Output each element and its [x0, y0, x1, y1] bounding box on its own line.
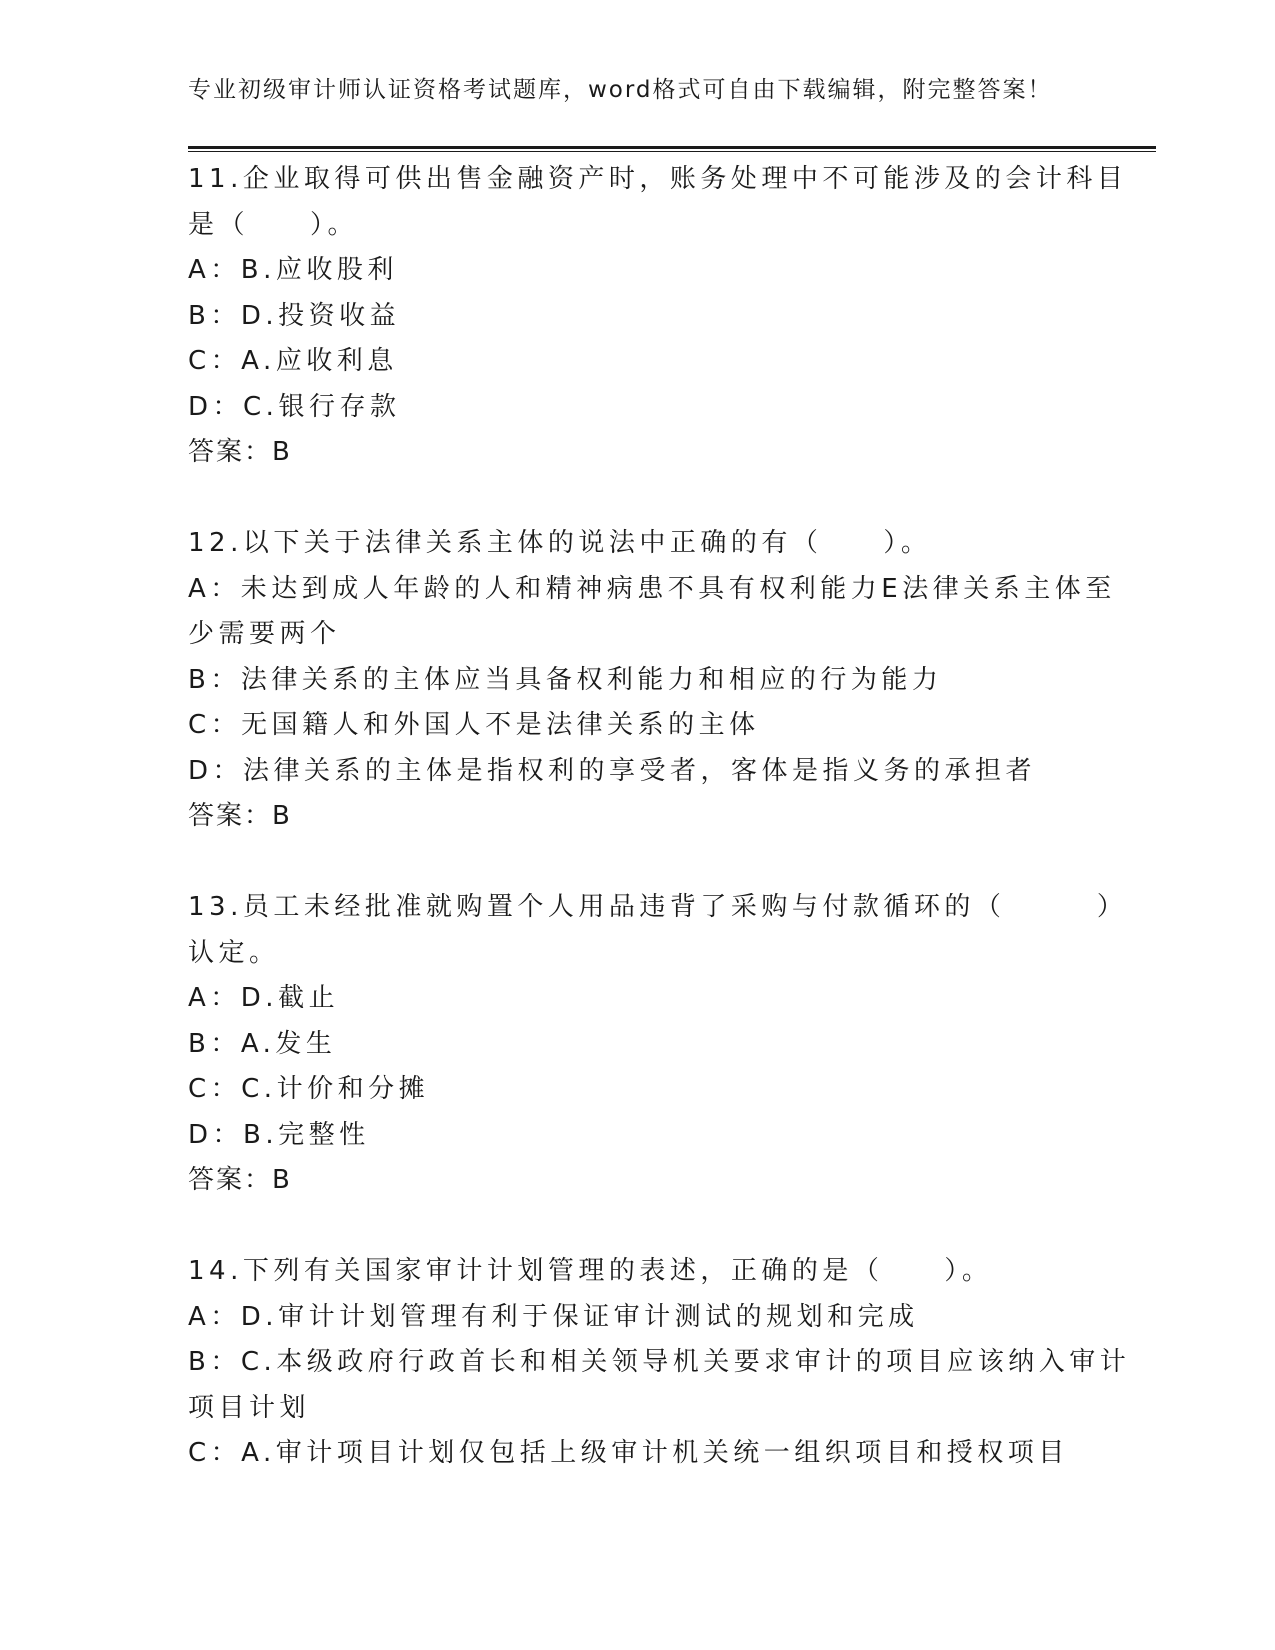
question-12 [188, 521, 1116, 840]
option-a: A：未达到成人年龄的人和精神病患不具有权利能力E法律关系主体至 [188, 573, 1116, 604]
answer-line: 答案：B [188, 437, 292, 467]
option-d: D：法律关系的主体是指权利的享受者，客体是指义务的承担者 [188, 755, 1037, 786]
option-b-continued: 项目计划 [188, 1392, 311, 1423]
question-stem-line: 11.企业取得可供出售金融资产时，账务处理中不可能涉及的会计科目 [188, 164, 1128, 194]
question-stem-line: 12.以下关于法律关系主体的说法中正确的有（ ）。 [188, 528, 932, 558]
spacer [188, 840, 1088, 886]
question-14 [188, 1249, 1131, 1477]
option-d: D：B.完整性 [188, 1119, 370, 1150]
question-stem-line: 是（ ）。 [188, 209, 359, 240]
spacer [188, 476, 1088, 522]
header-rule-thick [188, 146, 1156, 149]
option-a: A：D.审计计划管理有利于保证审计测试的规划和完成 [188, 1301, 919, 1332]
question-stem-line: 认定。 [188, 937, 280, 968]
question-stem-line: 13.员工未经批准就购置个人用品违背了采购与付款循环的（ ） [188, 892, 1128, 922]
page-header: 专业初级审计师认证资格考试题库，word格式可自由下载编辑，附完整答案！ [188, 77, 1053, 103]
option-a-continued: 少需要两个 [188, 619, 341, 649]
spacer [188, 1204, 1088, 1250]
option-d: D：C.银行存款 [188, 391, 401, 422]
option-b: B：法律关系的主体应当具备权利能力和相应的行为能力 [188, 664, 943, 695]
question-stem-line: 14.下列有关国家审计计划管理的表述，正确的是（ ）。 [188, 1256, 993, 1286]
answer-line: 答案：B [188, 1165, 292, 1195]
option-c: C：A.应收利息 [188, 346, 398, 376]
option-b: B：C.本级政府行政首长和相关领导机关要求审计的项目应该纳入审计 [188, 1347, 1131, 1377]
option-a: A：D.截止 [188, 983, 340, 1013]
header-rule-thin [188, 151, 1156, 152]
option-a: A：B.应收股利 [188, 255, 398, 285]
option-c: C：C.计价和分摊 [188, 1074, 430, 1104]
option-c: C：A.审计项目计划仅包括上级审计机关统一组织项目和授权项目 [188, 1438, 1069, 1468]
question-13 [188, 885, 1128, 1204]
option-b: B：D.投资收益 [188, 300, 401, 331]
option-b: B：A.发生 [188, 1028, 337, 1059]
question-11 [188, 157, 1128, 476]
answer-line: 答案：B [188, 801, 292, 831]
option-c: C：无国籍人和外国人不是法律关系的主体 [188, 710, 760, 740]
question-list [188, 157, 1131, 1477]
